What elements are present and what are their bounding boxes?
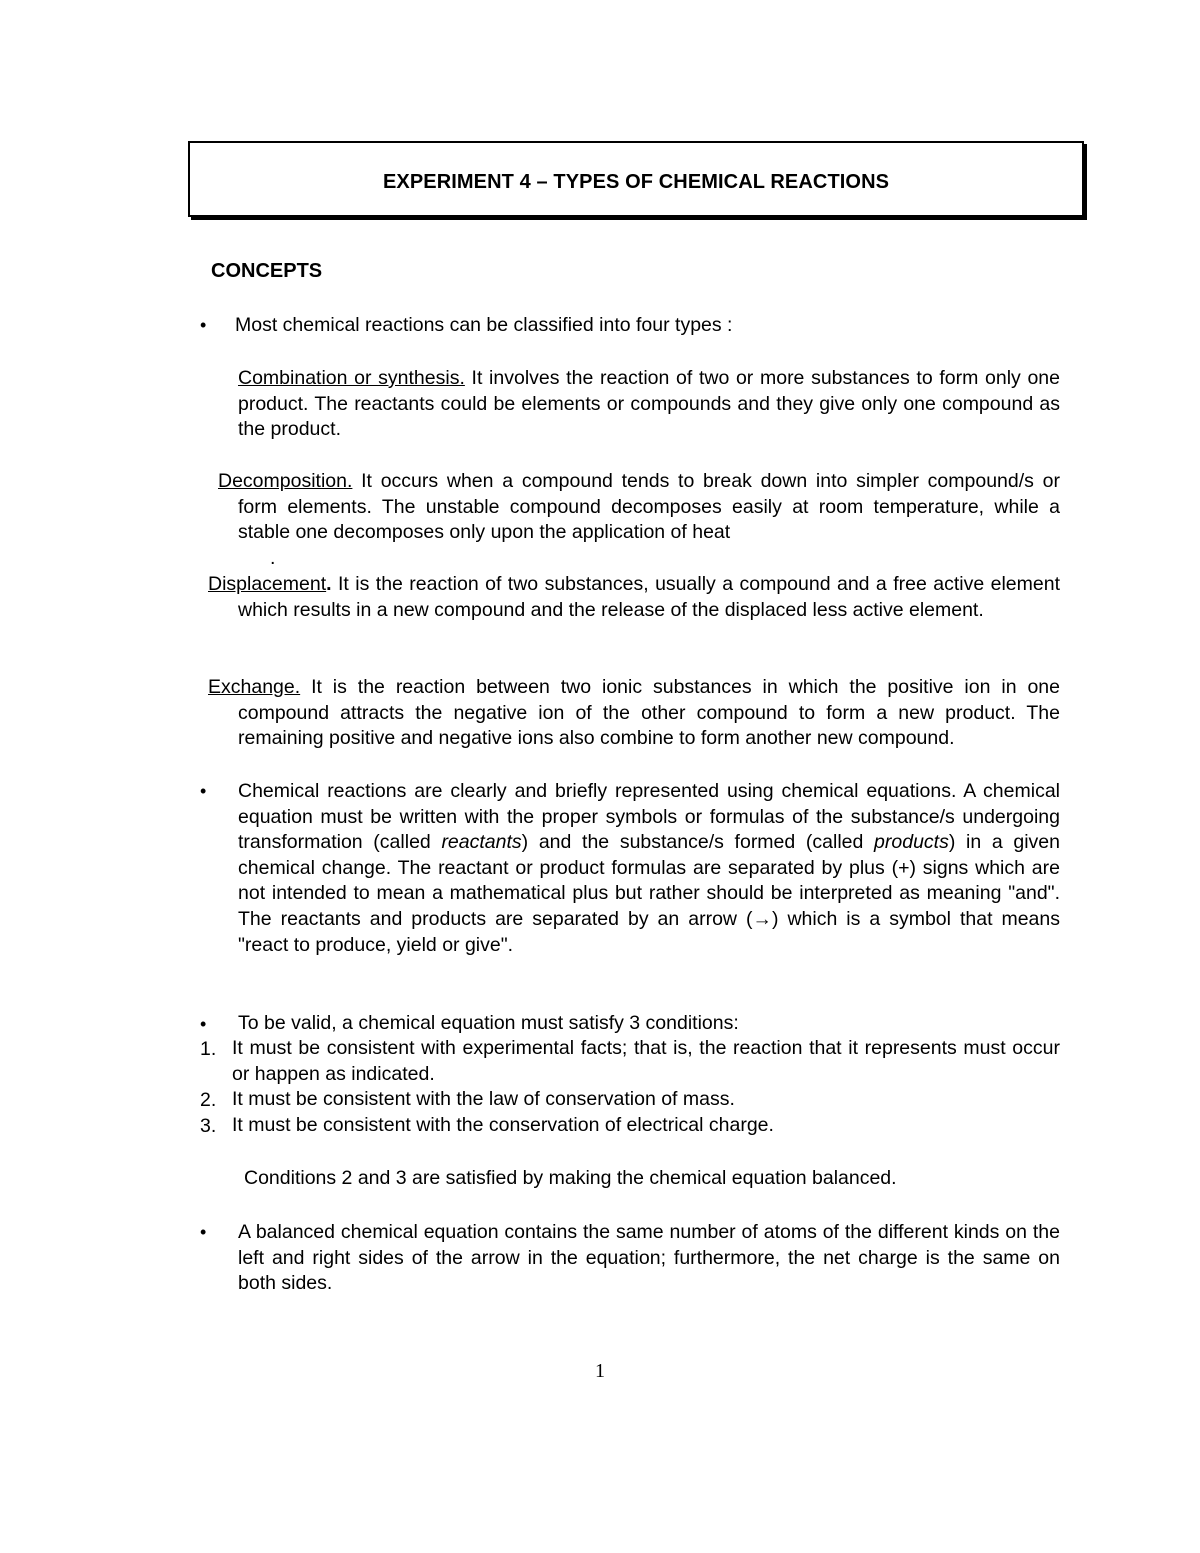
condition-text: It must be consistent with the conservation of electrical charge. bbox=[232, 1114, 774, 1136]
condition-number: 3. bbox=[200, 1115, 217, 1137]
bullet-text-validity: To be valid, a chemical equation must satisfy 3 conditions: bbox=[238, 1012, 739, 1034]
term-products: products bbox=[874, 831, 949, 854]
concepts-heading: CONCEPTS bbox=[211, 260, 323, 282]
type-combination bbox=[238, 366, 1060, 443]
condition-text: It must be consistent with the law of conservation of mass. bbox=[232, 1088, 735, 1110]
page-number: 1 bbox=[595, 1360, 605, 1382]
conditions-note: Conditions 2 and 3 are satisfied by making the chemical equation balanced. bbox=[244, 1167, 897, 1189]
equations-text-1: Chemical reactions are clearly and briefly represented using chemical equations. A chemical equation must be written with the proper symbols or formulas of the substance/s undergoing transformation (called bbox=[238, 780, 1060, 854]
exchange-term: Exchange. bbox=[208, 676, 301, 698]
title-box bbox=[188, 141, 1084, 217]
bullet-icon: • bbox=[200, 781, 207, 801]
condition-number: 1. bbox=[200, 1038, 217, 1060]
condition-number: 2. bbox=[200, 1089, 217, 1111]
type-displacement bbox=[208, 572, 1060, 623]
displacement-text: It is the reaction of two substances, usually a compound and a free active element which results in a new compound and the release of the displaced less active element. bbox=[238, 573, 1060, 621]
bullet-icon: • bbox=[200, 1222, 207, 1242]
page-title: EXPERIMENT 4 – TYPES OF CHEMICAL REACTIONS bbox=[382, 171, 890, 193]
equations-text-3: ) in a given chemical change. The reactant or product formulas are separated by plus (+) signs which are not intended to mean a mathematical plus but rather should be interpreted as meaning "and". The reactants and products are separated by an arrow (→) which is a symbol that means "react to produce, yield or give". bbox=[238, 831, 1061, 956]
combination-term: Combination or synthesis. bbox=[238, 367, 465, 389]
displacement-dot: . bbox=[326, 573, 332, 595]
condition-text: It must be consistent with experimental facts; that is, the reaction that it represents must occur or happen as indicated. bbox=[232, 1037, 1060, 1085]
term-reactants: reactants bbox=[441, 831, 522, 854]
equations-text-2: ) and the substance/s formed (called bbox=[521, 831, 875, 854]
type-decomposition bbox=[218, 469, 1060, 546]
bullet-icon: • bbox=[200, 315, 207, 335]
displacement-term: Displacement bbox=[208, 573, 327, 595]
exchange-text: It is the reaction between two ionic substances in which the positive ion in one compound attracts the negative ion of the other compound to form a new product. The remaining positive and negative ions also combine to form another new compound. bbox=[238, 676, 1060, 750]
combination-text: It involves the reaction of two or more substances to form only one product. The reactants could be elements or compounds and they give only one compound as the product. bbox=[238, 367, 1060, 441]
decomposition-text: It occurs when a compound tends to break down into simpler compound/s or form elements. The unstable compound decomposes easily at room temperature, while a stable one decomposes only upon the application of heat bbox=[238, 470, 1060, 544]
bullet-text-balanced-equation: A balanced chemical equation contains the same number of atoms of the different kinds on the left and right sides of the arrow in the equation; furthermore, the net charge is the same on both sides. bbox=[238, 1221, 1060, 1295]
bullet-text-types-intro: Most chemical reactions can be classified into four types : bbox=[235, 314, 733, 336]
decomposition-term: Decomposition. bbox=[218, 470, 353, 492]
bullet-text-chemical-equations bbox=[238, 779, 1060, 958]
type-exchange bbox=[208, 675, 1060, 752]
decomposition-dot: . bbox=[270, 547, 276, 569]
bullet-icon: • bbox=[200, 1014, 207, 1034]
